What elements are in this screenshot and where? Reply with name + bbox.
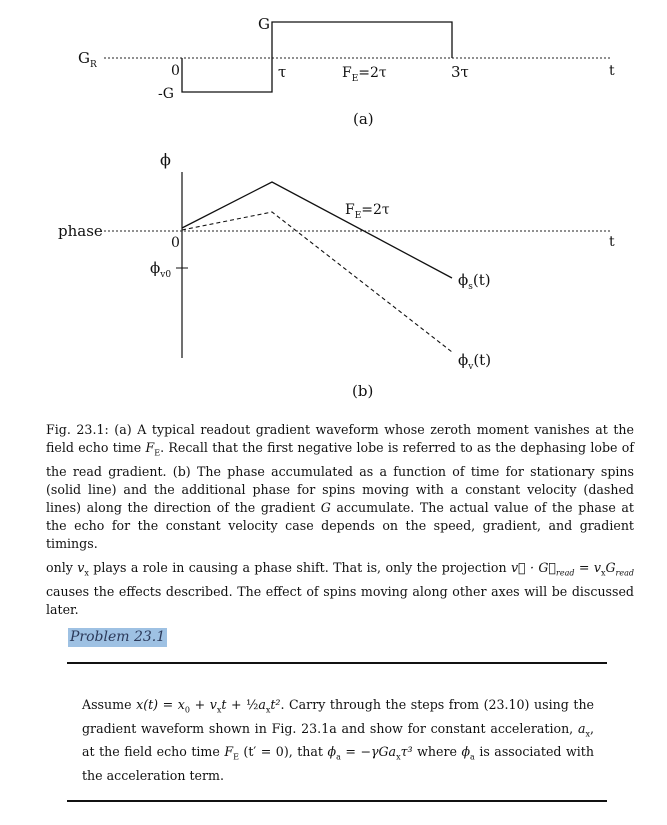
panel-a-label: (a): [353, 110, 374, 128]
panel-b-label: (b): [352, 382, 374, 400]
body-paragraph: only $v_x$ plays a role in causing a phase shift. That is, only the projection v⃗ · $G⃗_{read} = v_xG_{read}$ causes the effects described. The effect of spins moving along other axes will be discussed later.: [46, 560, 634, 617]
problem-title: Problem 23.1: [70, 629, 166, 645]
phi-v0-label: $\phi_{v0}$: [150, 259, 172, 280]
zero-label-a: 0: [171, 63, 180, 79]
neg-g-label: -G: [158, 86, 174, 102]
gr-label: $G_R$: [78, 49, 97, 70]
fe-label-a: $F_E=2\tau$: [342, 65, 387, 84]
g-label: G: [258, 15, 270, 33]
stationary-phase-line: [182, 182, 452, 278]
zero-label-b: 0: [171, 235, 180, 251]
phi-v-label: $\phi_v(t)$: [458, 351, 492, 372]
problem-top-rule: [67, 662, 607, 664]
phase-label: phase: [58, 222, 103, 240]
velocity-phase-line: [182, 212, 452, 352]
figure-caption: Fig. 23.1: (a) A typical readout gradient waveform whose zeroth moment vanishes at the field echo time $F_E$. Recall that the first negative lobe is referred to as the dephasing lobe of the read gradient. (b) The phase accumulated as a function of time for stationary spins (solid line) and the additional phase for spins moving with a constant velocity (dashed lines) along the direction of the gradient G accumulate. The actual value of the phase at the echo for the constant velocity case depends on the speed, gradient, and gradient timings.: [46, 422, 634, 551]
problem-text: Assume $x(t) = x_0 + v_xt$ + $\frac{1}{2}a_xt^2$. Carry through the steps from (23.10) using the gradient waveform shown in Fig. 23.1a and show for constant acceleration, $a_x$, at the field echo time $F_E$ (t′ = 0), that $\phi_a = -\gamma Ga_x\tau^3$ where $\phi_a$ is associated with the acceleration term.: [82, 697, 595, 783]
t-label-a: t: [609, 63, 615, 79]
tau-label: τ: [278, 63, 287, 81]
problem-bottom-rule: [67, 800, 607, 802]
phi-label: ϕ: [160, 150, 171, 169]
figure-23-1: [0, 0, 667, 400]
gradient-waveform: [182, 22, 452, 92]
t-label-b: t: [609, 234, 615, 250]
phi-s-label: $\phi_s(t)$: [458, 271, 491, 292]
three-tau-label: 3τ: [451, 63, 469, 81]
fe-label-b: $F_E=2\tau$: [345, 202, 390, 221]
